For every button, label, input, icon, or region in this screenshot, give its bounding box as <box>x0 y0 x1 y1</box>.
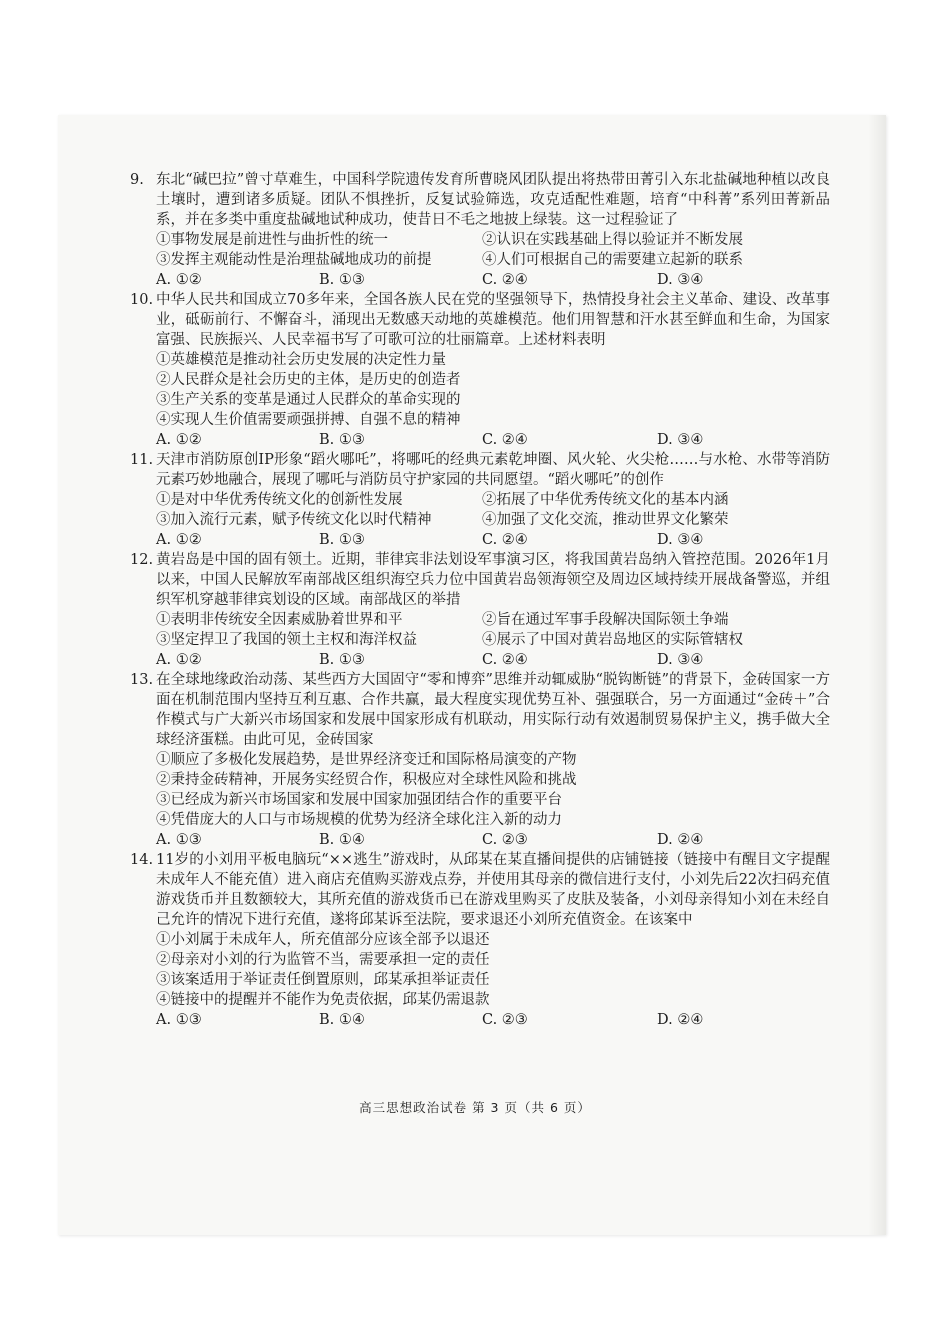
question-13 <box>130 670 830 850</box>
statement-2: ②秉持金砖精神，开展务实经贸合作，积极应对全球性风险和挑战 <box>156 772 577 788</box>
question-stem: 中华人民共和国成立70多年来，全国各族人民在党的坚强领导下，热情投身社会主义革命、建设、改革事业，砥砺前行、不懈奋斗，涌现出无数感天动地的英雄模范。他们用智慧和汗水甚至鲜血和生命，为国家富强、民族振兴、人民幸福书写了可歌可泣的壮丽篇章。上述材料表明 <box>156 292 830 348</box>
statement-list <box>156 750 830 830</box>
question-stem: 在全球地缘政治动荡、某些西方大国固守“零和博弈”思维并动辄威胁“脱钩断链”的背景下，金砖国家一方面在机制范围内坚持互利互惠、合作共赢，最大程度实现优势互补、强强联合，另一方面通过“金砖＋”合作模式与广大新兴市场国家和发展中国家形成有机联动，用实际行动有效遏制贸易保护主义，携手做大全球经济蛋糕。由此可见，金砖国家 <box>156 672 830 748</box>
option-c: C. ②④ <box>482 652 528 668</box>
question-stem: 黄岩岛是中国的固有领土。近期，菲律宾非法划设军事演习区，将我国黄岩岛纳入管控范围。2026年1月以来，中国人民解放军南部战区组织海空兵力位中国黄岩岛领海领空及周边区域持续开展战备警巡，并组织军机穿越菲律宾划设的区域。南部战区的举措 <box>156 552 830 608</box>
question-number: 10. <box>130 292 154 308</box>
option-b: B. ①③ <box>319 532 365 548</box>
option-d: D. ②④ <box>657 1012 704 1028</box>
question-12 <box>130 550 830 670</box>
question-stem: 11岁的小刘用平板电脑玩“××逃生”游戏时，从邱某在某直播间提供的店铺链接（链接中有醒目文字提醒未成年人不能充值）进入商店充值购买游戏点券，并使用其母亲的微信进行支付，小刘先后22次扫码充值游戏货币并且数额较大，其所充值的游戏货币已在游戏里购买了皮肤及装备，小刘母亲得知小刘在未经自己允许的情况下进行充值，遂将邱某诉至法院，要求退还小刘所充值资金。在该案中 <box>156 852 830 928</box>
page-footer: 高三思想政治试卷 第 3 页（共 6 页） <box>359 1100 591 1115</box>
option-c: C. ②③ <box>482 832 528 848</box>
question-number: 11. <box>130 452 154 468</box>
option-d: D. ③④ <box>657 652 704 668</box>
option-a: A. ①② <box>156 652 202 668</box>
statement-1: ①顺应了多极化发展趋势，是世界经济变迁和国际格局演变的产物 <box>156 752 577 768</box>
statement-4: ④凭借庞大的人口与市场规模的优势为经济全球化注入新的动力 <box>156 812 562 828</box>
question-number: 9. <box>130 172 144 188</box>
statement-3: ③该案适用于举证责任倒置原则，邱某承担举证责任 <box>156 972 490 988</box>
question-stem: 东北“碱巴拉”曾寸草难生，中国科学院遗传发育所曹晓风团队提出将热带田菁引入东北盐碱地种植以改良土壤时，遭到诸多质疑。团队不惧挫折，反复试验筛选，攻克适配性难题，培育“中科菁”系列田菁新品系，并在多类中重度盐碱地试种成功，使昔日不毛之地披上绿装。这一过程验证了 <box>156 172 830 228</box>
statement-4: ④实现人生价值需要顽强拼搏、自强不息的精神 <box>156 412 461 428</box>
option-d: D. ③④ <box>657 272 704 288</box>
paper-edge-shadow <box>868 115 886 1235</box>
statement-2: ②人民群众是社会历史的主体，是历史的创造者 <box>156 372 461 388</box>
statement-3: ③生产关系的变革是通过人民群众的革命实现的 <box>156 392 461 408</box>
statement-3: ③已经成为新兴市场国家和发展中国家加强团结合作的重要平台 <box>156 792 562 808</box>
statement-1: ①事物发展是前进性与曲折性的统一 <box>156 232 388 248</box>
answer-options <box>156 1010 830 1030</box>
statement-3: ③坚定捍卫了我国的领土主权和海洋权益 <box>156 632 417 648</box>
question-number: 12. <box>130 552 154 568</box>
question-10 <box>130 290 830 450</box>
question-number: 14. <box>130 852 154 868</box>
question-11 <box>130 450 830 550</box>
statement-list <box>156 610 830 650</box>
option-a: A. ①② <box>156 272 202 288</box>
statement-2: ②认识在实践基础上得以验证并不断发展 <box>482 232 743 248</box>
option-c: C. ②④ <box>482 272 528 288</box>
answer-options <box>156 530 830 550</box>
answer-options <box>156 430 830 450</box>
option-d: D. ③④ <box>657 532 704 548</box>
option-b: B. ①④ <box>319 832 365 848</box>
question-14 <box>130 850 830 1030</box>
statement-2: ②母亲对小刘的行为监管不当，需要承担一定的责任 <box>156 952 490 968</box>
statement-1: ①是对中华优秀传统文化的创新性发展 <box>156 492 403 508</box>
answer-options <box>156 830 830 850</box>
statement-2: ②拓展了中华优秀传统文化的基本内涵 <box>482 492 729 508</box>
statement-3: ③发挥主观能动性是治理盐碱地成功的前提 <box>156 252 432 268</box>
statement-3: ③加入流行元素，赋予传统文化以时代精神 <box>156 512 432 528</box>
option-a: A. ①③ <box>156 1012 202 1028</box>
statement-list <box>156 490 830 530</box>
question-number: 13. <box>130 672 154 688</box>
option-a: A. ①② <box>156 432 202 448</box>
statement-4: ④人们可根据自己的需要建立起新的联系 <box>482 252 743 268</box>
option-c: C. ②④ <box>482 432 528 448</box>
answer-options <box>156 650 830 670</box>
option-b: B. ①③ <box>319 272 365 288</box>
question-9 <box>130 170 830 290</box>
statement-1: ①小刘属于未成年人，所充值部分应该全部予以退还 <box>156 932 490 948</box>
option-b: B. ①③ <box>319 432 365 448</box>
exam-content <box>130 170 830 1030</box>
option-d: D. ③④ <box>657 432 704 448</box>
statement-list <box>156 230 830 270</box>
statement-list <box>156 350 830 430</box>
option-c: C. ②④ <box>482 532 528 548</box>
question-stem: 天津市消防原创IP形象“蹈火哪吒”，将哪吒的经典元素乾坤圈、风火轮、火尖枪……与水枪、水带等消防元素巧妙地融合，展现了哪吒与消防员守护家园的共同愿望。“蹈火哪吒”的创作 <box>156 452 830 488</box>
option-a: A. ①② <box>156 532 202 548</box>
statement-2: ②旨在通过军事手段解决国际领土争端 <box>482 612 729 628</box>
option-c: C. ②③ <box>482 1012 528 1028</box>
statement-1: ①英雄模范是推动社会历史发展的决定性力量 <box>156 352 446 368</box>
statement-1: ①表明非传统安全因素威胁着世界和平 <box>156 612 403 628</box>
statement-4: ④展示了中国对黄岩岛地区的实际管辖权 <box>482 632 743 648</box>
option-b: B. ①④ <box>319 1012 365 1028</box>
statement-list <box>156 930 830 1010</box>
statement-4: ④加强了文化交流，推动世界文化繁荣 <box>482 512 729 528</box>
answer-options <box>156 270 830 290</box>
statement-4: ④链接中的提醒并不能作为免责依据，邱某仍需退款 <box>156 992 490 1008</box>
option-b: B. ①③ <box>319 652 365 668</box>
option-a: A. ①③ <box>156 832 202 848</box>
option-d: D. ②④ <box>657 832 704 848</box>
